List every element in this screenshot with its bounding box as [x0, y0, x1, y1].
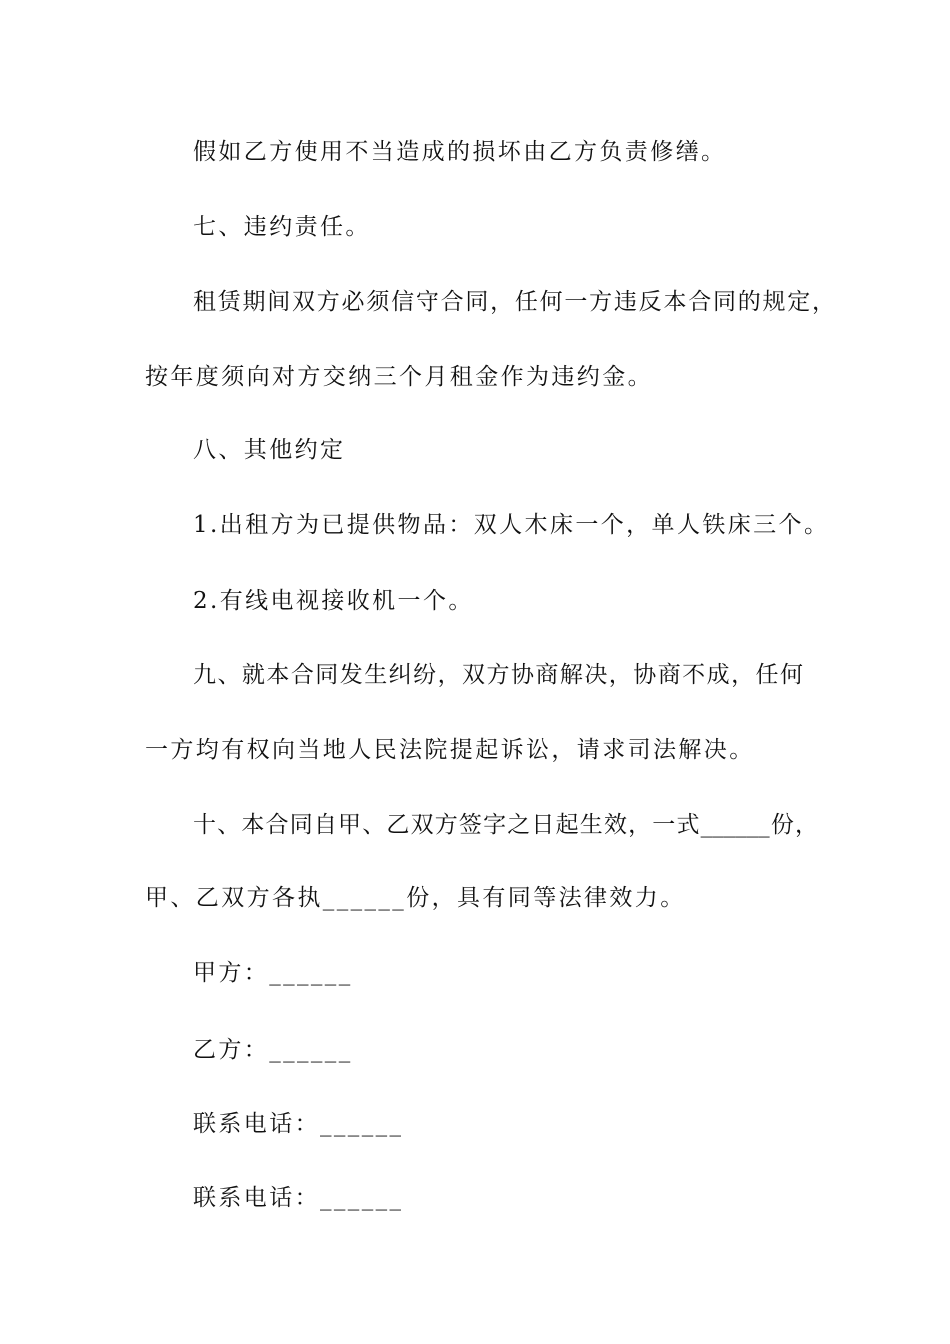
contact-phone-1: 联系电话：______ — [193, 1111, 404, 1137]
paragraph-damage-repair: 假如乙方使用不当造成的损坏由乙方负责修缮。 — [193, 139, 727, 165]
heading-other-agreements: 八、其他约定 — [193, 437, 346, 463]
list-item-tv-receiver: 2.有线电视接收机一个。 — [193, 588, 474, 614]
contact-phone-2: 联系电话：______ — [193, 1185, 404, 1211]
paragraph-breach-line-1: 租赁期间双方必须信守合同，任何一方违反本合同的规定， — [193, 289, 835, 315]
paragraph-effective-line-1: 十、本合同自甲、乙双方签字之日起生效，一式______份， — [193, 812, 818, 838]
list-item-provided-furniture: 1.出租方为已提供物品：双人木床一个，单人铁床三个。 — [193, 512, 830, 538]
signature-party-a: 甲方：______ — [193, 960, 353, 986]
paragraph-breach-line-2: 按年度须向对方交纳三个月租金作为违约金。 — [145, 364, 653, 390]
paragraph-dispute-line-1: 九、就本合同发生纠纷，双方协商解决，协商不成，任何 — [193, 662, 803, 688]
signature-party-b: 乙方：______ — [193, 1037, 353, 1063]
paragraph-dispute-line-2: 一方均有权向当地人民法院提起诉讼，请求司法解决。 — [145, 737, 755, 763]
paragraph-effective-line-2: 甲、乙双方各执______份，具有同等法律效力。 — [145, 885, 686, 911]
heading-breach-liability: 七、违约责任。 — [193, 214, 371, 240]
